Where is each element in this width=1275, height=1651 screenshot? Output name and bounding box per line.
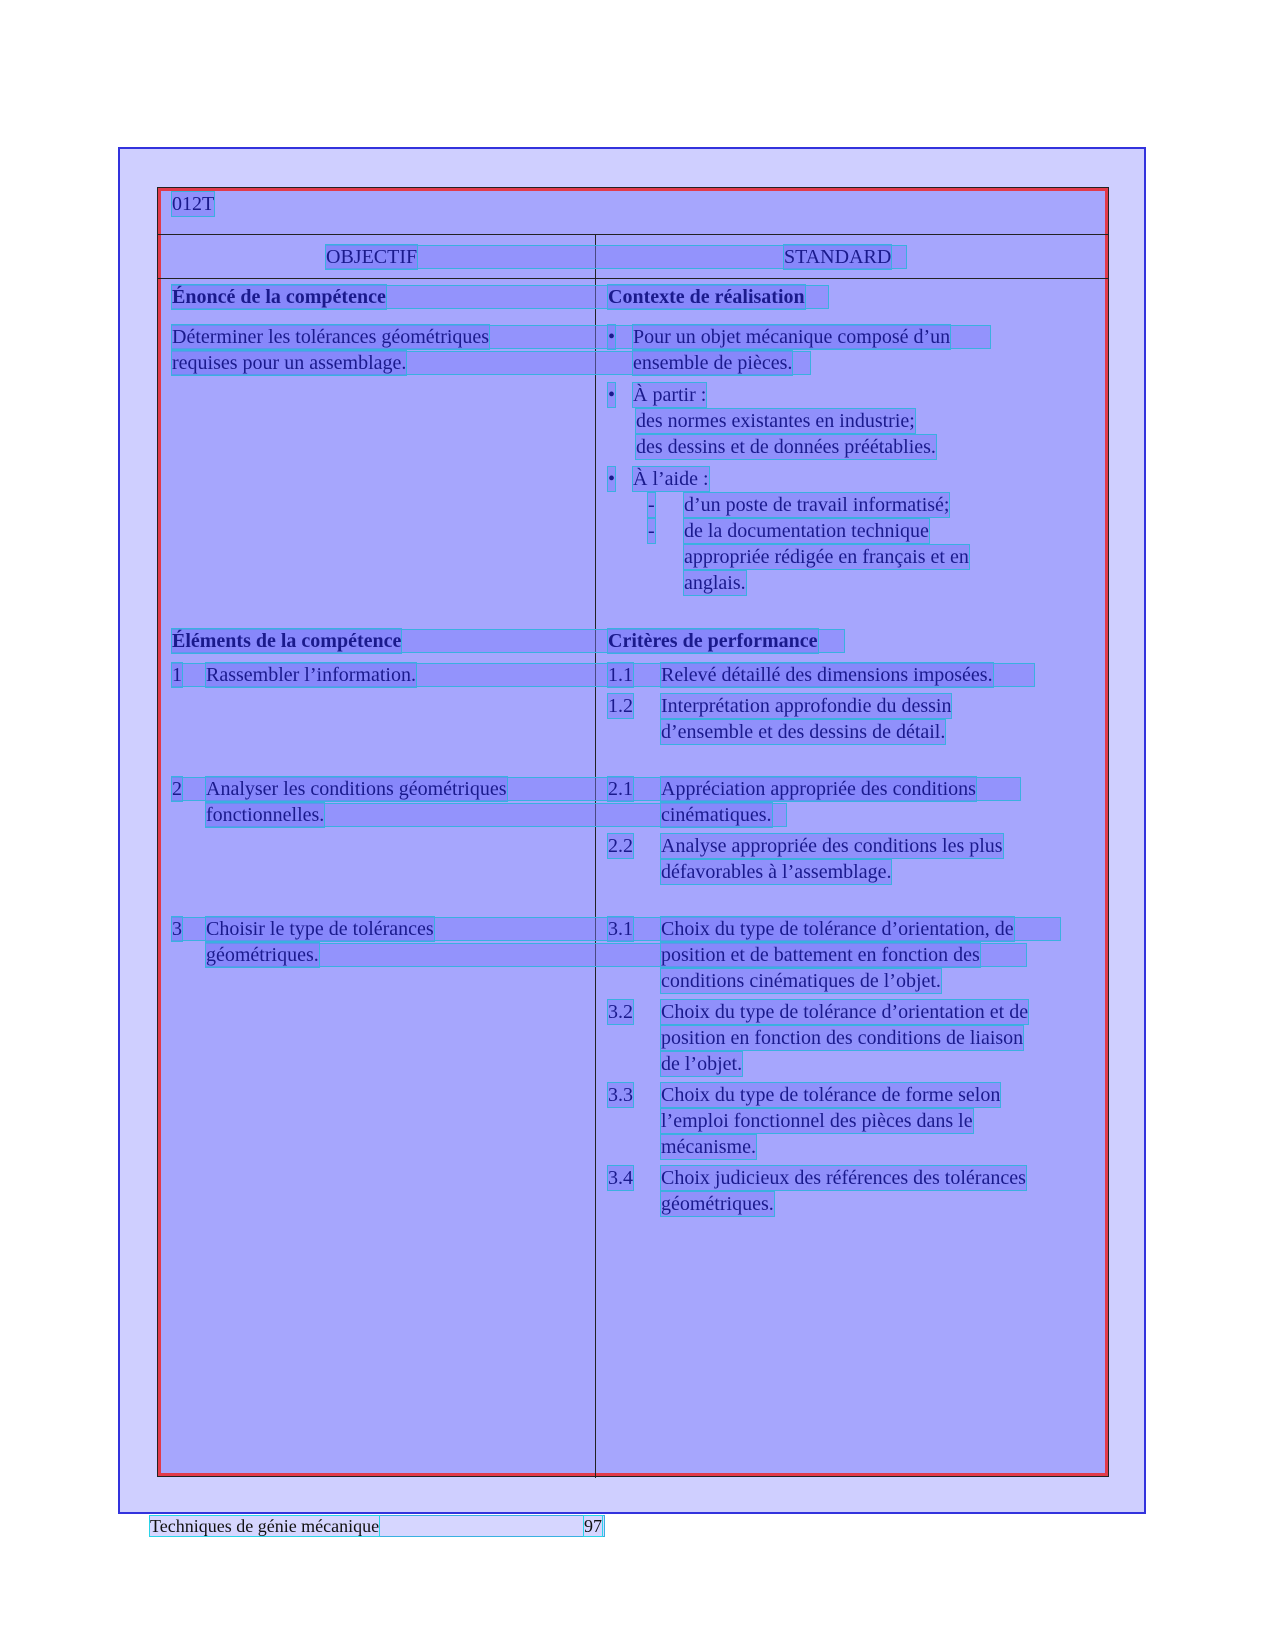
contexte-bullet: ensemble de pièces.	[633, 352, 793, 374]
enonce-title: Énoncé de la compétence	[172, 286, 386, 308]
element-number: 2	[172, 778, 182, 800]
critere-text: Choix judicieux des références des tolérances	[661, 1167, 1026, 1189]
critere-number: 3.2	[608, 1001, 633, 1023]
critere-text: mécanisme.	[661, 1136, 756, 1158]
critere-text: l’emploi fonctionnel des pièces dans le	[661, 1110, 973, 1132]
critere-number: 3.4	[608, 1167, 633, 1189]
critere-number: 2.2	[608, 835, 633, 857]
footer-page-number: 97	[584, 1516, 602, 1536]
contexte-subitem: d’un poste de travail informatisé;	[684, 494, 950, 516]
critere-number: 2.1	[608, 778, 633, 800]
contexte-subitem: appropriée rédigée en français et en	[684, 546, 969, 568]
column-header-divider	[158, 278, 1108, 279]
critere-number: 3.3	[608, 1084, 633, 1106]
element-number: 1	[172, 664, 182, 686]
column-header-standard: STANDARD	[784, 246, 892, 268]
critere-text: Choix du type de tolérance d’orientation, de	[661, 918, 1014, 940]
dash-icon: -	[648, 494, 655, 516]
critere-text: Appréciation appropriée des conditions	[661, 778, 976, 800]
critere-text: Relevé détaillé des dimensions imposées.	[661, 664, 993, 686]
critere-text: défavorables à l’assemblage.	[661, 861, 892, 883]
column-header-objectif: OBJECTIF	[326, 246, 418, 268]
competency-table	[157, 187, 1109, 1477]
critere-text: Analyse appropriée des conditions les plus	[661, 835, 1003, 857]
critere-text: conditions cinématiques de l’objet.	[661, 970, 941, 992]
contexte-title: Contexte de réalisation	[608, 286, 805, 308]
element-number: 3	[172, 918, 182, 940]
competency-code: 012T	[172, 193, 215, 215]
dash-icon: -	[648, 520, 655, 542]
bullet-icon: •	[608, 326, 616, 348]
element-text: Choisir le type de tolérances	[206, 918, 434, 940]
contexte-subitem: anglais.	[684, 572, 746, 594]
critere-text: d’ensemble et des dessins de détail.	[661, 721, 946, 743]
enonce-text: requises pour un assemblage.	[172, 352, 407, 374]
critere-text: Choix du type de tolérance d’orientation et de	[661, 1001, 1029, 1023]
contexte-subitem: des normes existantes en industrie;	[636, 410, 915, 432]
critere-text: Choix du type de tolérance de forme selon	[661, 1084, 1001, 1106]
elements-title: Éléments de la compétence	[172, 630, 402, 652]
header-divider	[158, 234, 1108, 235]
critere-number: 1.2	[608, 695, 633, 717]
bullet-icon: •	[608, 384, 616, 406]
critere-text: position et de battement en fonction des	[661, 944, 980, 966]
contexte-bullet: À l’aide :	[633, 468, 709, 490]
critere-text: de l’objet.	[661, 1053, 743, 1075]
critere-text: position en fonction des conditions de liaison	[661, 1027, 1024, 1049]
enonce-text: Déterminer les tolérances géométriques	[172, 326, 490, 348]
contexte-bullet: À partir :	[633, 384, 707, 406]
element-text: fonctionnelles.	[206, 804, 325, 826]
footer-program: Techniques de génie mécanique	[150, 1516, 380, 1536]
critere-text: cinématiques.	[661, 804, 772, 826]
contexte-bullet: Pour un objet mécanique composé d’un	[633, 326, 951, 348]
element-text: Rassembler l’information.	[206, 664, 416, 686]
column-divider	[595, 234, 596, 1478]
critere-number: 3.1	[608, 918, 633, 940]
contexte-subitem: des dessins et de données préétablies.	[636, 436, 936, 458]
critere-text: géométriques.	[661, 1193, 774, 1215]
element-text: Analyser les conditions géométriques	[206, 778, 507, 800]
criteres-title: Critères de performance	[608, 630, 818, 652]
critere-number: 1.1	[608, 664, 633, 686]
critere-text: Interprétation approfondie du dessin	[661, 695, 952, 717]
element-text: géométriques.	[206, 944, 319, 966]
bullet-icon: •	[608, 468, 616, 490]
contexte-subitem: de la documentation technique	[684, 520, 929, 542]
